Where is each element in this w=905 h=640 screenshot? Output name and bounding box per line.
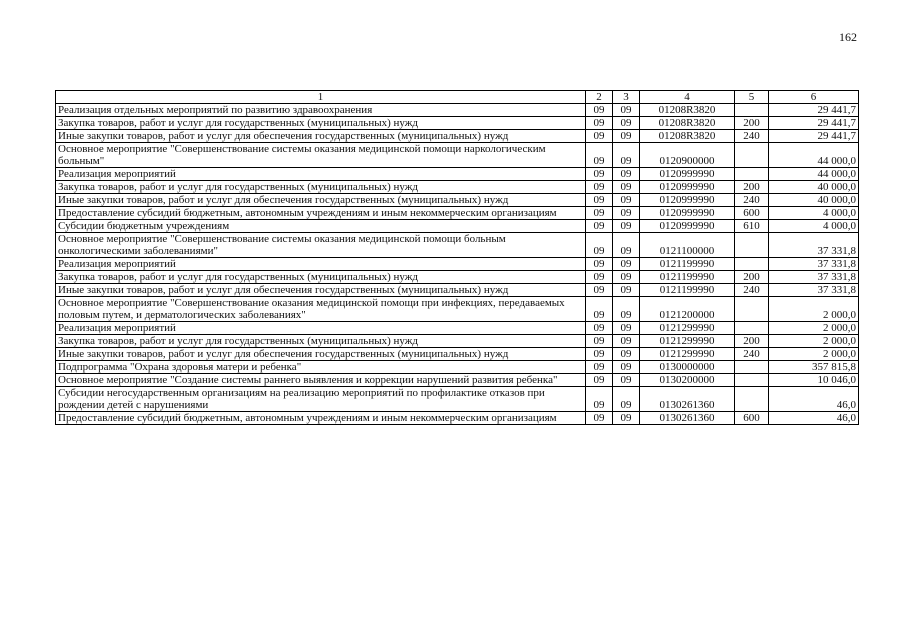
row-value-cell: 09 xyxy=(613,322,640,335)
row-value-cell: 09 xyxy=(586,104,613,117)
table-row xyxy=(56,143,859,168)
row-value-cell: 09 xyxy=(586,387,613,412)
row-value-cell: 0130000000 xyxy=(640,361,735,374)
table-row xyxy=(56,207,859,220)
row-value-cell: 09 xyxy=(613,361,640,374)
row-value-cell: 09 xyxy=(613,284,640,297)
row-value-cell: 09 xyxy=(613,168,640,181)
row-value-cell: 0130200000 xyxy=(640,374,735,387)
table-row xyxy=(56,374,859,387)
row-value-cell: 40 000,0 xyxy=(769,194,859,207)
row-value-cell: 0120900000 xyxy=(640,143,735,168)
table-body xyxy=(56,104,859,425)
table-row xyxy=(56,322,859,335)
table-row xyxy=(56,271,859,284)
row-value-cell: 09 xyxy=(586,374,613,387)
row-value-cell xyxy=(735,258,769,271)
row-value-cell: 09 xyxy=(613,258,640,271)
row-name-cell: Иные закупки товаров, работ и услуг для обеспечения государственных (муниципальных) нужд xyxy=(56,284,586,297)
row-value-cell xyxy=(735,143,769,168)
row-value-cell: 2 000,0 xyxy=(769,322,859,335)
row-value-cell: 29 441,7 xyxy=(769,104,859,117)
table-row xyxy=(56,117,859,130)
row-value-cell: 2 000,0 xyxy=(769,297,859,322)
row-value-cell: 09 xyxy=(586,143,613,168)
table-row xyxy=(56,297,859,322)
row-value-cell: 0121299990 xyxy=(640,335,735,348)
row-value-cell: 0121200000 xyxy=(640,297,735,322)
row-value-cell: 09 xyxy=(586,220,613,233)
row-value-cell: 200 xyxy=(735,117,769,130)
row-value-cell: 09 xyxy=(586,117,613,130)
table-row xyxy=(56,284,859,297)
row-name-cell: Реализация мероприятий xyxy=(56,258,586,271)
row-value-cell: 200 xyxy=(735,335,769,348)
table-row xyxy=(56,335,859,348)
row-value-cell: 09 xyxy=(613,335,640,348)
row-value-cell: 46,0 xyxy=(769,387,859,412)
row-value-cell: 09 xyxy=(613,130,640,143)
row-value-cell: 09 xyxy=(613,412,640,425)
row-value-cell: 01208R3820 xyxy=(640,104,735,117)
row-value-cell: 0120999990 xyxy=(640,168,735,181)
row-value-cell: 40 000,0 xyxy=(769,181,859,194)
row-value-cell: 44 000,0 xyxy=(769,168,859,181)
row-value-cell: 09 xyxy=(586,361,613,374)
row-value-cell xyxy=(735,297,769,322)
row-value-cell: 29 441,7 xyxy=(769,117,859,130)
row-value-cell: 09 xyxy=(586,412,613,425)
row-value-cell: 10 046,0 xyxy=(769,374,859,387)
table-row xyxy=(56,194,859,207)
row-value-cell: 200 xyxy=(735,271,769,284)
row-name-cell: Иные закупки товаров, работ и услуг для обеспечения государственных (муниципальных) нужд xyxy=(56,348,586,361)
row-value-cell: 09 xyxy=(613,233,640,258)
table-row xyxy=(56,387,859,412)
row-value-cell: 09 xyxy=(613,220,640,233)
row-name-cell: Иные закупки товаров, работ и услуг для обеспечения государственных (муниципальных) нужд xyxy=(56,194,586,207)
row-name-cell: Подпрограмма "Охрана здоровья матери и ребенка" xyxy=(56,361,586,374)
row-name-cell: Основное мероприятие "Создание системы раннего выявления и коррекции нарушений развития ребенка" xyxy=(56,374,586,387)
row-value-cell: 37 331,8 xyxy=(769,233,859,258)
row-name-cell: Закупка товаров, работ и услуг для государственных (муниципальных) нужд xyxy=(56,181,586,194)
row-value-cell xyxy=(735,233,769,258)
row-value-cell: 29 441,7 xyxy=(769,130,859,143)
row-value-cell: 09 xyxy=(586,258,613,271)
row-value-cell: 09 xyxy=(613,181,640,194)
row-value-cell: 09 xyxy=(586,130,613,143)
row-name-cell: Закупка товаров, работ и услуг для государственных (муниципальных) нужд xyxy=(56,335,586,348)
row-value-cell: 0121199990 xyxy=(640,271,735,284)
row-value-cell xyxy=(735,168,769,181)
row-value-cell: 09 xyxy=(613,374,640,387)
row-name-cell: Предоставление субсидий бюджетным, автономным учреждениям и иным некоммерческим организациям xyxy=(56,207,586,220)
table-row xyxy=(56,181,859,194)
table-row xyxy=(56,258,859,271)
table-row xyxy=(56,168,859,181)
row-value-cell: 240 xyxy=(735,130,769,143)
row-value-cell: 0130261360 xyxy=(640,387,735,412)
row-value-cell: 0121199990 xyxy=(640,284,735,297)
column-header: 5 xyxy=(735,91,769,104)
row-value-cell: 240 xyxy=(735,348,769,361)
row-value-cell: 09 xyxy=(613,104,640,117)
row-value-cell: 09 xyxy=(613,348,640,361)
row-value-cell: 09 xyxy=(586,297,613,322)
row-value-cell: 4 000,0 xyxy=(769,207,859,220)
row-value-cell: 44 000,0 xyxy=(769,143,859,168)
row-value-cell: 240 xyxy=(735,284,769,297)
row-name-cell: Основное мероприятие "Совершенствование системы оказания медицинской помощи больным онкологическими заболеваниями" xyxy=(56,233,586,258)
row-name-cell: Предоставление субсидий бюджетным, автономным учреждениям и иным некоммерческим организациям xyxy=(56,412,586,425)
row-value-cell: 01208R3820 xyxy=(640,117,735,130)
row-name-cell: Основное мероприятие "Совершенствование системы оказания медицинской помощи наркологическим больным" xyxy=(56,143,586,168)
row-value-cell: 09 xyxy=(586,168,613,181)
row-name-cell: Основное мероприятие "Совершенствование оказания медицинской помощи при инфекциях, передаваемых половым путем, и дерматологических заболеваниях" xyxy=(56,297,586,322)
row-value-cell: 09 xyxy=(613,297,640,322)
row-name-cell: Иные закупки товаров, работ и услуг для обеспечения государственных (муниципальных) нужд xyxy=(56,130,586,143)
row-value-cell: 0121299990 xyxy=(640,348,735,361)
column-header: 6 xyxy=(769,91,859,104)
table-row xyxy=(56,220,859,233)
row-value-cell xyxy=(735,374,769,387)
row-value-cell: 09 xyxy=(613,117,640,130)
row-value-cell xyxy=(735,104,769,117)
row-value-cell: 600 xyxy=(735,207,769,220)
row-value-cell: 2 000,0 xyxy=(769,348,859,361)
row-name-cell: Реализация мероприятий xyxy=(56,168,586,181)
row-value-cell: 01208R3820 xyxy=(640,130,735,143)
row-name-cell: Субсидии бюджетным учреждениям xyxy=(56,220,586,233)
row-value-cell: 240 xyxy=(735,194,769,207)
row-value-cell: 0120999990 xyxy=(640,181,735,194)
row-value-cell: 09 xyxy=(586,233,613,258)
table-row xyxy=(56,412,859,425)
row-value-cell: 09 xyxy=(586,335,613,348)
row-value-cell: 09 xyxy=(613,207,640,220)
row-name-cell: Реализация отдельных мероприятий по развитию здравоохранения xyxy=(56,104,586,117)
row-value-cell: 200 xyxy=(735,181,769,194)
budget-table xyxy=(55,90,859,425)
row-value-cell: 09 xyxy=(586,348,613,361)
row-value-cell: 09 xyxy=(586,284,613,297)
column-header: 4 xyxy=(640,91,735,104)
row-name-cell: Субсидии негосударственным организациям на реализацию мероприятий по профилактике отказов при рождении детей с нарушениями xyxy=(56,387,586,412)
row-value-cell: 37 331,8 xyxy=(769,284,859,297)
table-header-row xyxy=(56,91,859,104)
row-value-cell: 0130261360 xyxy=(640,412,735,425)
table-row xyxy=(56,233,859,258)
row-value-cell: 4 000,0 xyxy=(769,220,859,233)
row-value-cell: 37 331,8 xyxy=(769,258,859,271)
row-value-cell: 610 xyxy=(735,220,769,233)
row-value-cell: 0121100000 xyxy=(640,233,735,258)
row-value-cell: 46,0 xyxy=(769,412,859,425)
row-value-cell xyxy=(735,361,769,374)
table-row xyxy=(56,348,859,361)
row-value-cell: 0120999990 xyxy=(640,220,735,233)
row-value-cell: 09 xyxy=(586,194,613,207)
row-value-cell: 0121299990 xyxy=(640,322,735,335)
row-value-cell: 600 xyxy=(735,412,769,425)
row-value-cell: 09 xyxy=(613,387,640,412)
row-value-cell: 0120999990 xyxy=(640,194,735,207)
row-value-cell: 0121199990 xyxy=(640,258,735,271)
row-value-cell: 37 331,8 xyxy=(769,271,859,284)
row-value-cell: 09 xyxy=(613,194,640,207)
row-value-cell: 09 xyxy=(586,181,613,194)
table-row xyxy=(56,104,859,117)
row-value-cell xyxy=(735,322,769,335)
table-row xyxy=(56,130,859,143)
row-value-cell: 0120999990 xyxy=(640,207,735,220)
row-value-cell xyxy=(735,387,769,412)
column-header: 1 xyxy=(56,91,586,104)
column-header: 3 xyxy=(613,91,640,104)
row-value-cell: 09 xyxy=(586,271,613,284)
row-value-cell: 09 xyxy=(613,143,640,168)
table-row xyxy=(56,361,859,374)
row-value-cell: 357 815,8 xyxy=(769,361,859,374)
row-name-cell: Закупка товаров, работ и услуг для государственных (муниципальных) нужд xyxy=(56,117,586,130)
row-value-cell: 09 xyxy=(586,207,613,220)
row-value-cell: 09 xyxy=(613,271,640,284)
page-number: 162 xyxy=(839,30,857,44)
column-header: 2 xyxy=(586,91,613,104)
row-name-cell: Реализация мероприятий xyxy=(56,322,586,335)
row-name-cell: Закупка товаров, работ и услуг для государственных (муниципальных) нужд xyxy=(56,271,586,284)
row-value-cell: 2 000,0 xyxy=(769,335,859,348)
row-value-cell: 09 xyxy=(586,322,613,335)
